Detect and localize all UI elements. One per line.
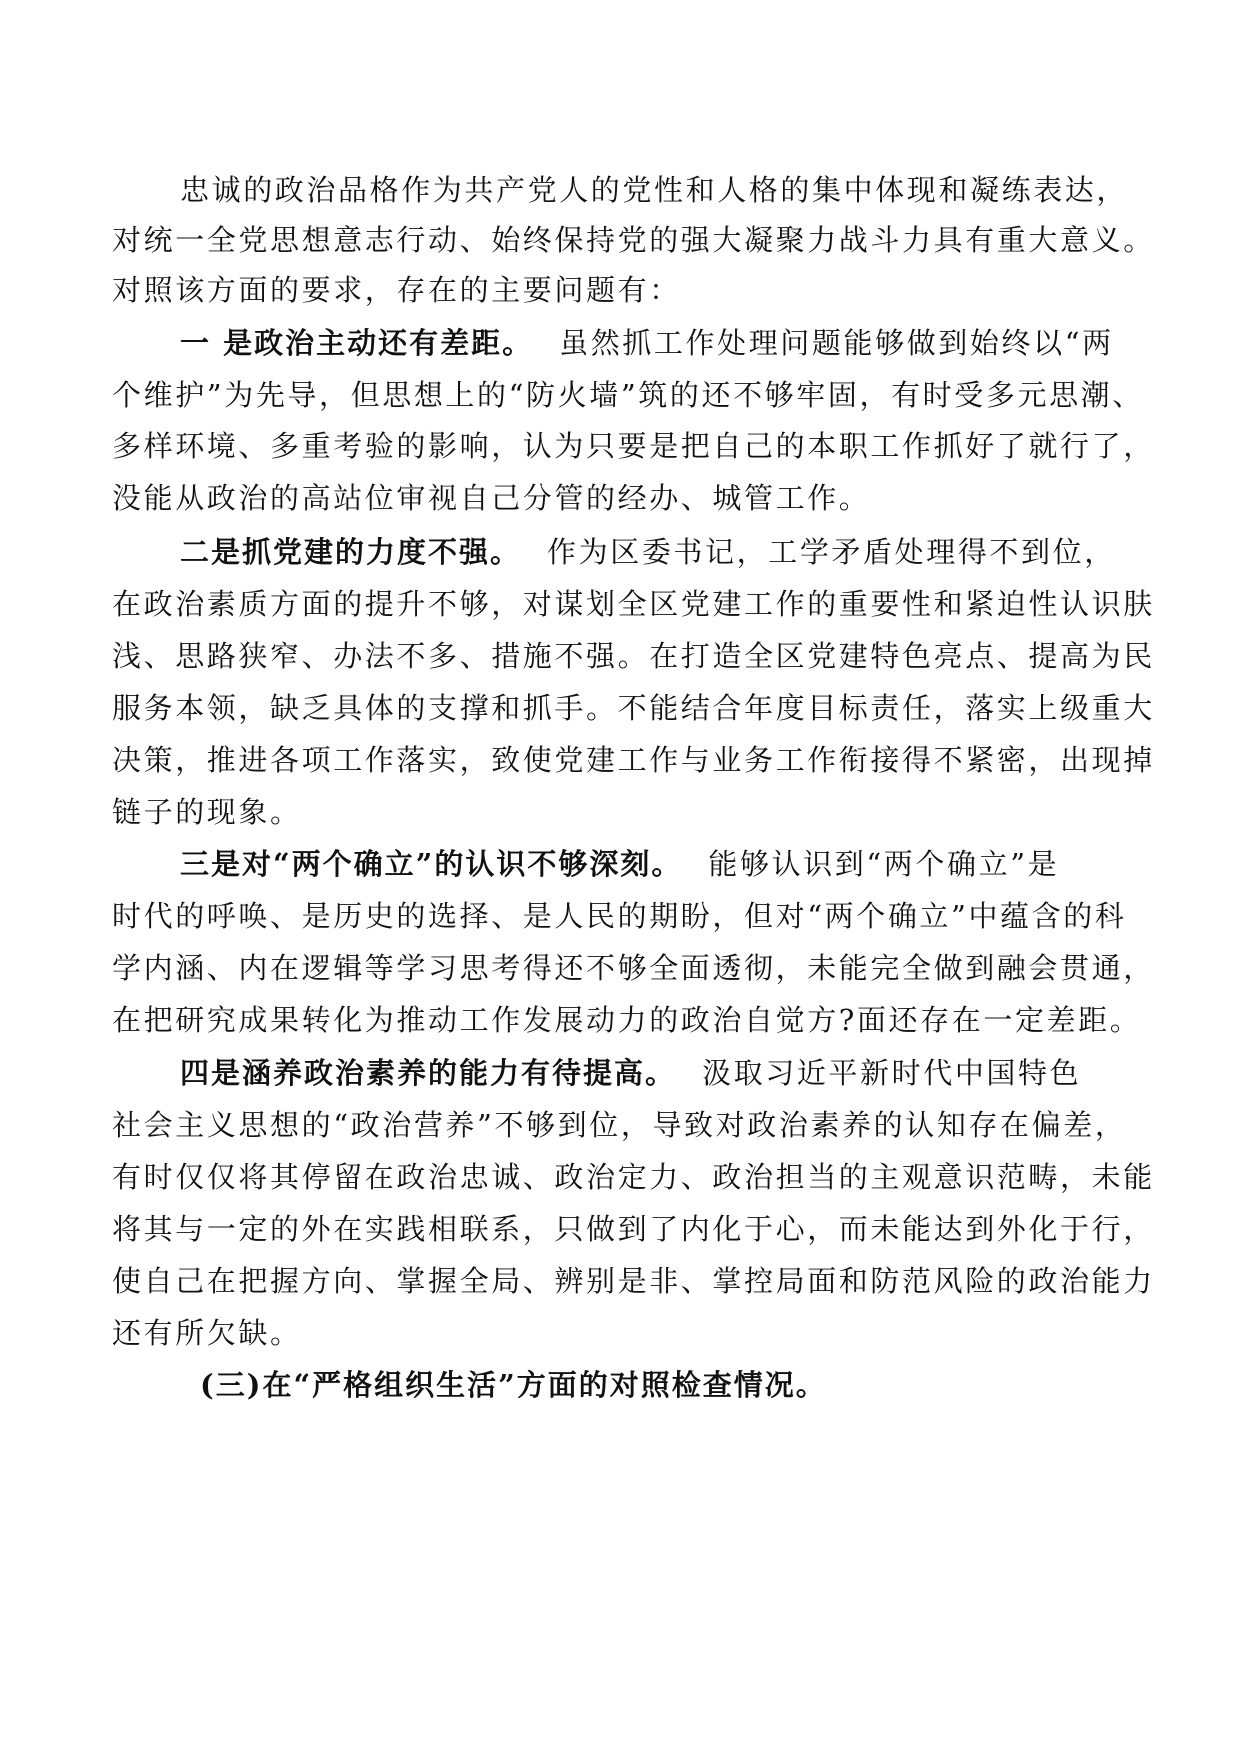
item-2-line-4: 服务本领，缺乏具体的支撑和抓手。不能结合年度目标责任，落实上级重大 <box>112 691 1155 725</box>
item-4-text: 汲取习近平新时代中国特色 <box>702 1056 1082 1090</box>
item-2-heading: 二是抓党建的力度不强。 <box>180 535 522 569</box>
intro-line-1: 忠诚的政治品格作为共产党人的党性和人格的集中体现和凝练表达， <box>180 173 1129 207</box>
item-2-first-line <box>180 530 1130 574</box>
item-4-line-2: 社会主义思想的“政治营养”不够到位，导致对政治素养的认知存在偏差， <box>112 1108 1127 1142</box>
item-1-line-3: 多样环境、多重考验的影响，认为只要是把自己的本职工作抓好了就行了， <box>112 429 1155 463</box>
item-3-heading: 三是对“两个确立”的认识不够深刻。 <box>180 847 683 881</box>
item-4-line-6: 还有所欠缺。 <box>112 1316 302 1350</box>
item-4-line-5: 使自己在把握方向、掌握全局、辨别是非、掌控局面和防范风险的政治能力 <box>112 1264 1155 1298</box>
item-1-line-4: 没能从政治的高站位审视自己分管的经办、城管工作。 <box>112 481 871 515</box>
item-3-line-3: 学内涵、内在逻辑等学习思考得还不够全面透彻，未能完全做到融会贯通， <box>112 951 1155 985</box>
item-3-line-2: 时代的呼唤、是历史的选择、是人民的期盼，但对“两个确立”中蕴含的科 <box>112 899 1127 933</box>
item-1-text: 虽然抓工作处理问题能够做到始终以“两 <box>559 326 1114 360</box>
section-heading: (三)在“严格组织生活”方面的对照检查情况。 <box>200 1368 827 1402</box>
item-1-first-line <box>180 321 1130 365</box>
intro-line-3: 对照该方面的要求，存在的主要问题有： <box>112 273 681 307</box>
item-2-line-5: 决策，推进各项工作落实，致使党建工作与业务工作衔接得不紧密，出现掉 <box>112 743 1155 777</box>
item-3-text: 能够认识到“两个确立”是 <box>708 847 1060 881</box>
item-4-line-3: 有时仅仅将其停留在政治忠诚、政治定力、政治担当的主观意识范畴，未能 <box>112 1160 1155 1194</box>
item-3-first-line <box>180 842 1130 886</box>
item-2-text: 作为区委书记，工学矛盾处理得不到位， <box>547 535 1116 569</box>
item-4-line-4: 将其与一定的外在实践相联系，只做到了内化于心，而未能达到外化于行， <box>112 1212 1155 1246</box>
intro-line-2: 对统一全党思想意志行动、始终保持党的强大凝聚力战斗力具有重大意义。 <box>112 223 1155 257</box>
item-2-line-2: 在政治素质方面的提升不够，对谋划全区党建工作的重要性和紧迫性认识肤 <box>112 587 1155 621</box>
item-1-heading: 一 是政治主动还有差距。 <box>180 326 534 360</box>
item-2-line-3: 浅、思路狭窄、办法不多、措施不强。在打造全区党建特色亮点、提高为民 <box>112 639 1155 673</box>
item-1-line-2: 个维护”为先导，但思想上的“防火墙”筑的还不够牢固，有时受多元思潮、 <box>112 378 1144 412</box>
item-3-line-4: 在把研究成果转化为推动工作发展动力的政治自觉方?面还存在一定差距。 <box>112 1003 1142 1037</box>
item-4-heading: 四是涵养政治素养的能力有待提高。 <box>180 1056 677 1090</box>
item-2-line-6: 链子的现象。 <box>112 795 302 829</box>
item-4-first-line <box>180 1051 1130 1095</box>
